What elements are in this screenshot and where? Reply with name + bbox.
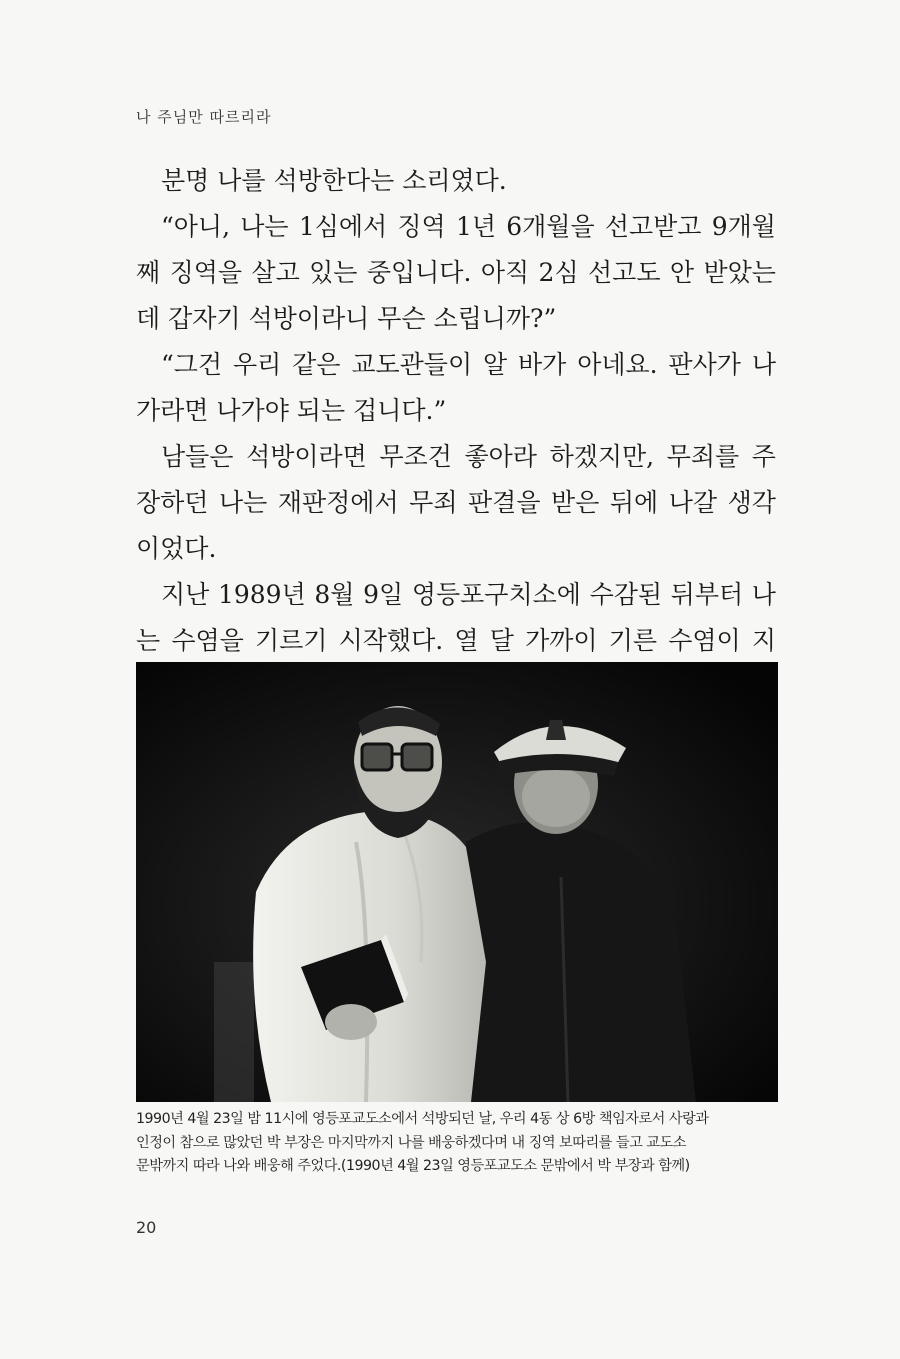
photo-caption — [136, 1108, 780, 1179]
body-line: 데 갑자기 석방이라니 무슨 소립니까?” — [136, 304, 557, 333]
body-line: 가라면 나가야 되는 겁니다.” — [136, 396, 447, 425]
body-line: 지난 1989년 8월 9일 영등포구치소에 수감된 뒤부터 나 — [161, 580, 776, 609]
body-line: “아니, 나는 1심에서 징역 1년 6개월을 선고받고 9개월 — [161, 212, 776, 241]
photo-illustration — [136, 662, 778, 1102]
body-line: “그건 우리 같은 교도관들이 알 바가 아네요. 판사가 나 — [161, 350, 776, 379]
photograph — [136, 662, 778, 1102]
body-line: 장하던 나는 재판정에서 무죄 판결을 받은 뒤에 나갈 생각 — [136, 488, 776, 517]
body-line: 남들은 석방이라면 무조건 좋아라 하겠지만, 무죄를 주 — [161, 442, 776, 471]
hand — [325, 1004, 377, 1040]
caption-line: 인정이 참으로 많았던 박 부장은 마지막까지 나를 배웅하겠다며 내 징역 보따리를 들고 교도소 — [136, 1134, 686, 1151]
caption-line: 문밖까지 따라 나와 배웅해 주었다.(1990년 4월 23일 영등포교도소 문밖에서 박 부장과 함께) — [136, 1158, 690, 1174]
body-line: 는 수염을 기르기 시작했다. 열 달 가까이 기른 수염이 지 — [136, 626, 776, 655]
body-line: 이었다. — [136, 534, 217, 563]
body-line: 째 징역을 살고 있는 중입니다. 아직 2심 선고도 안 받았는 — [136, 258, 776, 287]
body-line: 분명 나를 석방한다는 소리였다. — [161, 166, 507, 195]
body-text — [136, 158, 776, 664]
page-number: 20 — [136, 1218, 157, 1237]
caption-line: 1990년 4월 23일 밤 11시에 영등포교도소에서 석방되던 날, 우리 4동 상 6방 책임자로서 사랑과 — [136, 1111, 709, 1127]
running-header: 나 주님만 따르리라 — [136, 108, 272, 126]
